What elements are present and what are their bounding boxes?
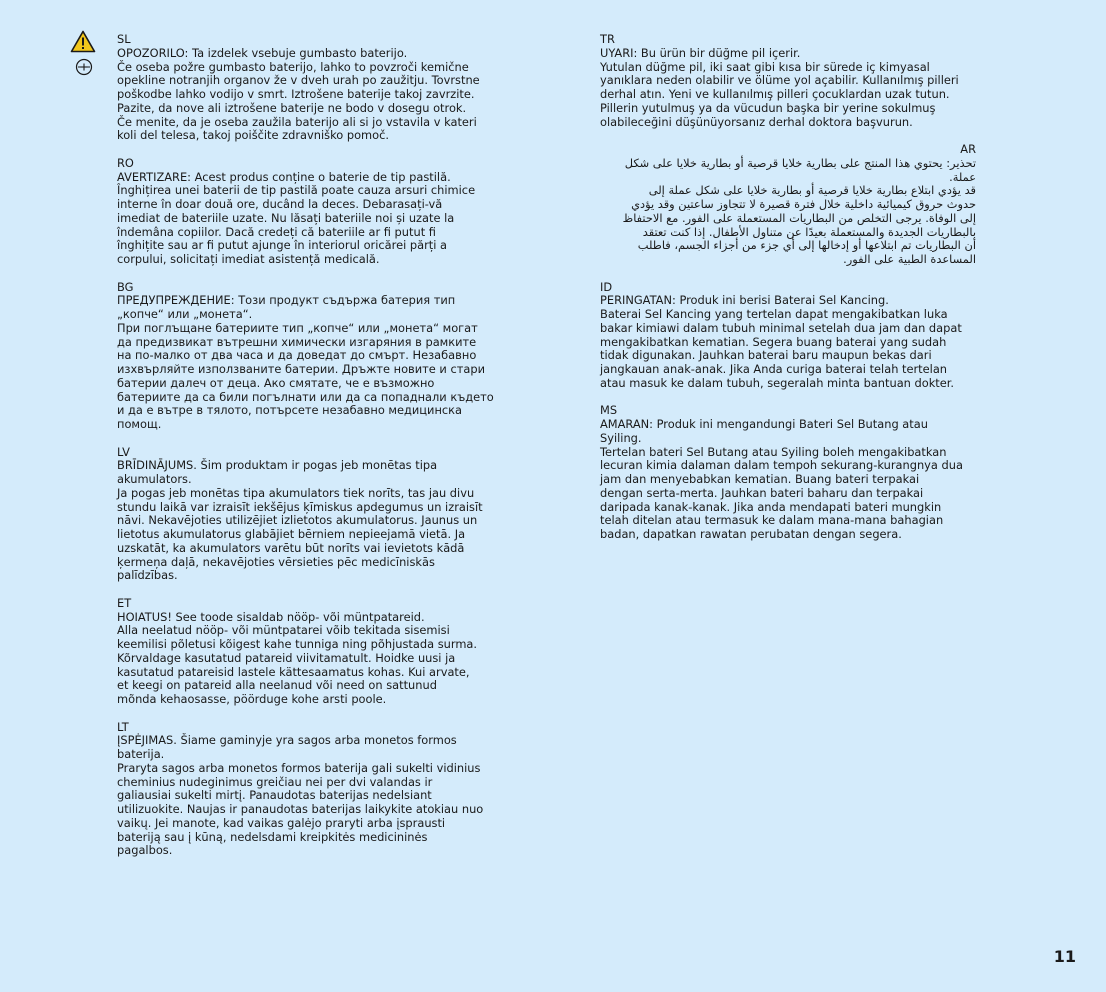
warning-text-line: cheminius nudeginimus greičiau nei per dvi valandas ir [117, 774, 433, 789]
warning-text-line: olabileceğini düşünüyorsanız derhal doktora başvurun. [600, 114, 913, 129]
warning-text-line: stundu laikā var izraisīt iekšējus ķīmiskus apdegumus un izraisīt [117, 499, 483, 514]
warning-section-id [600, 281, 976, 391]
warning-text-line: imediat de bateriile uzate. Nu lăsați bateriile noi și uzate la [117, 210, 455, 225]
warning-text-line: bakar kimiawi dalam tubuh minimal setelah dua jam dan dapat [600, 320, 962, 335]
warning-text-line: إلى الوفاة. يرجى التخلص من البطاريات المستعملة على الفور. مع الاحتفاظ [622, 210, 976, 225]
warning-text-line: ķermeņa daļā, nekavējoties vērsieties pēc medicīniskās [117, 554, 435, 569]
warning-text-line: AVERTIZARE: Acest produs conține o baterie de tip pastilă. [117, 169, 451, 184]
warning-text-line: HOIATUS! See toode sisaldab nööp- või müntpatareid. [117, 609, 425, 624]
button-cell-battery-icon [75, 58, 93, 76]
warning-text-line: Če oseba požre gumbasto baterijo, lahko to povzroči kemične [117, 59, 469, 74]
warning-section-et [117, 597, 497, 707]
warning-text-line: „копче“ или „монета“. [117, 307, 253, 321]
page-number: 11 [1053, 947, 1076, 966]
warning-text-line: interne în doar două ore, ducând la deces. Debarasați-vă [117, 197, 443, 211]
language-code: SL [117, 32, 131, 46]
warning-section-lt [117, 721, 497, 859]
warning-section-bg [117, 281, 497, 432]
warning-text-line: Syiling. [600, 430, 642, 445]
warning-text-line: derhal atın. Yeni ve kullanılmış pilleri çocuklardan uzak tutun. [600, 87, 950, 101]
warning-text-line: и да е вътре в тялото, потърсете незабавно медицинска [117, 403, 463, 418]
warning-text-line: батерии далеч от деца. Ако смятате, че е възможно [117, 375, 435, 390]
warning-text-line: galiausiai sukelti mirtį. Panaudotas baterijas nedelsiant [117, 788, 432, 803]
warning-text-line: jam dan menyebabkan kematian. Buang bateri terpakai [600, 472, 920, 486]
warning-text-line: et keegi on patareid alla neelanud või need on sattunud [117, 678, 437, 693]
warning-text-line: عملة. [949, 169, 976, 184]
warning-text-line: Tertelan bateri Sel Butang atau Syiling boleh mengakibatkan [600, 444, 947, 459]
warning-section-ms [600, 404, 976, 542]
warning-text-line: BRĪDINĀJUMS. Šim produktam ir pogas jeb monētas tipa [117, 458, 438, 473]
warning-text-line: AMARAN: Produk ini mengandungi Bateri Sel Butang atau [600, 417, 928, 431]
warning-text-line: ĮSPĖJIMAS. Šiame gaminyje yra sagos arba monetos formos [117, 733, 457, 748]
warning-text-line: lecuran kimia dalaman dalam tempoh sekurang-kurangnya dua [600, 458, 963, 473]
warning-text-line: UYARI: Bu ürün bir düğme pil içerir. [600, 45, 801, 60]
warning-text-line: dengan serta-merta. Jauhkan bateri baharu dan terpakai [600, 485, 924, 500]
right-column [600, 33, 976, 556]
warning-text-line: PERINGATAN: Produk ini berisi Baterai Sel Kancing. [600, 293, 889, 308]
warning-text-line: utilizuokite. Naujas ir panaudotas baterijas laikykite atokiau nuo [117, 802, 484, 816]
warning-text-line: mengakibatkan kematian. Segera buang baterai yang sudah [600, 334, 947, 349]
warning-text-line: بالبطاريات الجديدة والمستعملة بعيدًا عن متناول الأطفال. إذا كنت تعتقد [642, 224, 976, 239]
warning-text-line: да предизвикат вътрешни химически изгаряния в рамките [117, 334, 477, 349]
language-code: RO [117, 155, 134, 170]
warning-text-line: أن البطاريات تم ابتلاعها أو إدخالها إلى أي جزء من أجزاء الجسم، فاطلب [637, 238, 976, 253]
warning-text-line: corpului, solicitați imediat asistență medicală. [117, 252, 380, 266]
language-code: TR [600, 32, 615, 46]
warning-text-line: ПРЕДУПРЕЖДЕНИЕ: Този продукт съдържа батерия тип [117, 293, 456, 308]
warning-text-line: Ja pogas jeb monētas tipa akumulators tiek norīts, tas jau divu [117, 485, 475, 500]
warning-text-line: lietotus akumulatorus glabājiet bērniem nepieejamā vietā. Ja [117, 527, 466, 541]
warning-text-line: Alla neelatud nööp- või müntpatarei võib tekitada sisemisi [117, 623, 450, 638]
warning-text-line: Pazite, da nove ali iztrošene baterije ne bodo v dosegu otrok. [117, 100, 467, 115]
warning-section-ar [600, 143, 976, 267]
warning-text-line: المساعدة الطبية على الفور. [843, 252, 976, 266]
left-column [117, 33, 497, 872]
warning-text-line: батериите да са били погълнати или да са попаднали където [117, 389, 494, 404]
warning-text-line: kasutatud patareisid lastele kättesaamatus kohas. Kui arvate, [117, 664, 470, 679]
warning-text-line: daripada kanak-kanak. Jika anda mendapati bateri mungkin [600, 499, 942, 514]
warning-text-line: baterija. [117, 747, 165, 761]
warning-text-line: تحذير: يحتوي هذا المنتج على بطارية خلايا قرصية أو بطارية خلايا على شكل [624, 155, 976, 170]
warning-text-line: înghițite sau ar fi putut ajunge în interiorul oricărei părți a [117, 238, 448, 253]
warning-section-ro [117, 157, 497, 267]
language-code: LT [117, 719, 129, 734]
warning-text-line: palīdzības. [117, 568, 178, 583]
warning-section-tr [600, 33, 976, 129]
warning-text-line: Kõrvaldage kasutatud patareid viivitamatult. Hoidke uusi ja [117, 650, 456, 665]
language-code: ET [117, 595, 132, 610]
warning-text-line: mõnda kehaosasse, pöörduge kohe arsti poole. [117, 692, 387, 706]
warning-text-line: uzskatāt, ka akumulators varētu būt norīts vai ievietots kādā [117, 540, 465, 555]
warning-text-line: vaikų. Jei manote, kad vaikas galėjo praryti arba įsprausti [117, 815, 446, 830]
language-code: LV [117, 444, 130, 459]
warning-text-line: nāvi. Nekavējoties utilizējiet izlietotos akumulatorus. Jaunus un [117, 513, 478, 528]
warning-text-line: Praryta sagos arba monetos formos baterija gali sukelti vidinius [117, 760, 481, 775]
warning-text-line: telah ditelan atau termasuk ke dalam mana-mana bahagian [600, 513, 944, 528]
warning-icons [70, 30, 100, 76]
warning-text-line: изхвърляйте използваните батерии. Дръжте новите и стари [117, 362, 485, 376]
warning-text-line: Pillerin yutulmuş ya da vücudun başka bir yerine sokulmuş [600, 100, 936, 115]
warning-text-line: badan, dapatkan rawatan perubatan dengan segera. [600, 527, 902, 541]
language-code: BG [117, 279, 134, 294]
warning-text-line: OPOZORILO: Ta izdelek vsebuje gumbasto baterijo. [117, 45, 408, 60]
warning-text-line: حدوث حروق كيميائية داخلية خلال فترة قصيرة لا تتجاوز ساعتين وقد يؤدي [631, 197, 976, 211]
warning-text-line: pagalbos. [117, 843, 173, 858]
warning-text-line: jangkauan anak-anak. Jika Anda curiga baterai telah tertelan [600, 362, 948, 376]
warning-text-line: Baterai Sel Kancing yang tertelan dapat mengakibatkan luka [600, 307, 948, 321]
warning-text-line: tidak digunakan. Jauhkan baterai baru maupun bekas dari [600, 348, 932, 363]
warning-text-line: îndemâna copiilor. Dacă credeți că bateriile ar fi putut fi [117, 224, 436, 239]
language-code: AR [960, 142, 976, 156]
warning-text-line: opekline notranjih organov že v dveh urah po zaužitju. Tovrstne [117, 73, 480, 88]
warning-text-line: atau masuk ke dalam tubuh, segeralah minta bantuan dokter. [600, 375, 955, 390]
warning-text-line: Înghițirea unei baterii de tip pastilă poate cauza arsuri chimice [117, 183, 476, 198]
warning-text-line: قد يؤدي ابتلاع بطارية خلايا قرصية أو بطارية خلايا على شكل عملة إلى [648, 183, 976, 198]
warning-text-line: Yutulan düğme pil, iki saat gibi kısa bir sürede iç kimyasal [600, 59, 930, 74]
language-code: ID [600, 279, 613, 294]
warning-text-line: Če menite, da je oseba zaužila baterijo ali si jo vstavila v kateri [117, 114, 477, 129]
warning-text-line: koli del telesa, takoj poiščite zdravniško pomoč. [117, 128, 390, 143]
warning-triangle-icon [70, 30, 96, 53]
warning-section-lv [117, 446, 497, 584]
language-code: MS [600, 403, 618, 418]
warning-text-line: akumulators. [117, 472, 192, 486]
warning-text-line: keemilisi põletusi kõigest kahe tunniga ning põhjustada surma. [117, 637, 478, 651]
warning-text-line: на по-малко от два часа и да доведат до смърт. Незабавно [117, 348, 477, 363]
warning-text-line: poškodbe lahko vodijo v smrt. Iztrošene baterije takoj zavrzite. [117, 87, 475, 101]
warning-section-sl [117, 33, 497, 143]
warning-text-line: При поглъщане батериите тип „копче“ или „монета“ могат [117, 320, 478, 335]
warning-text-line: bateriją sau į kūną, nedelsdami kreipkitės medicininės [117, 829, 428, 844]
warning-text-line: помощ. [117, 417, 162, 431]
warning-text-line: yanıklara neden olabilir ve ölüme yol açabilir. Kullanılmış pilleri [600, 73, 959, 88]
